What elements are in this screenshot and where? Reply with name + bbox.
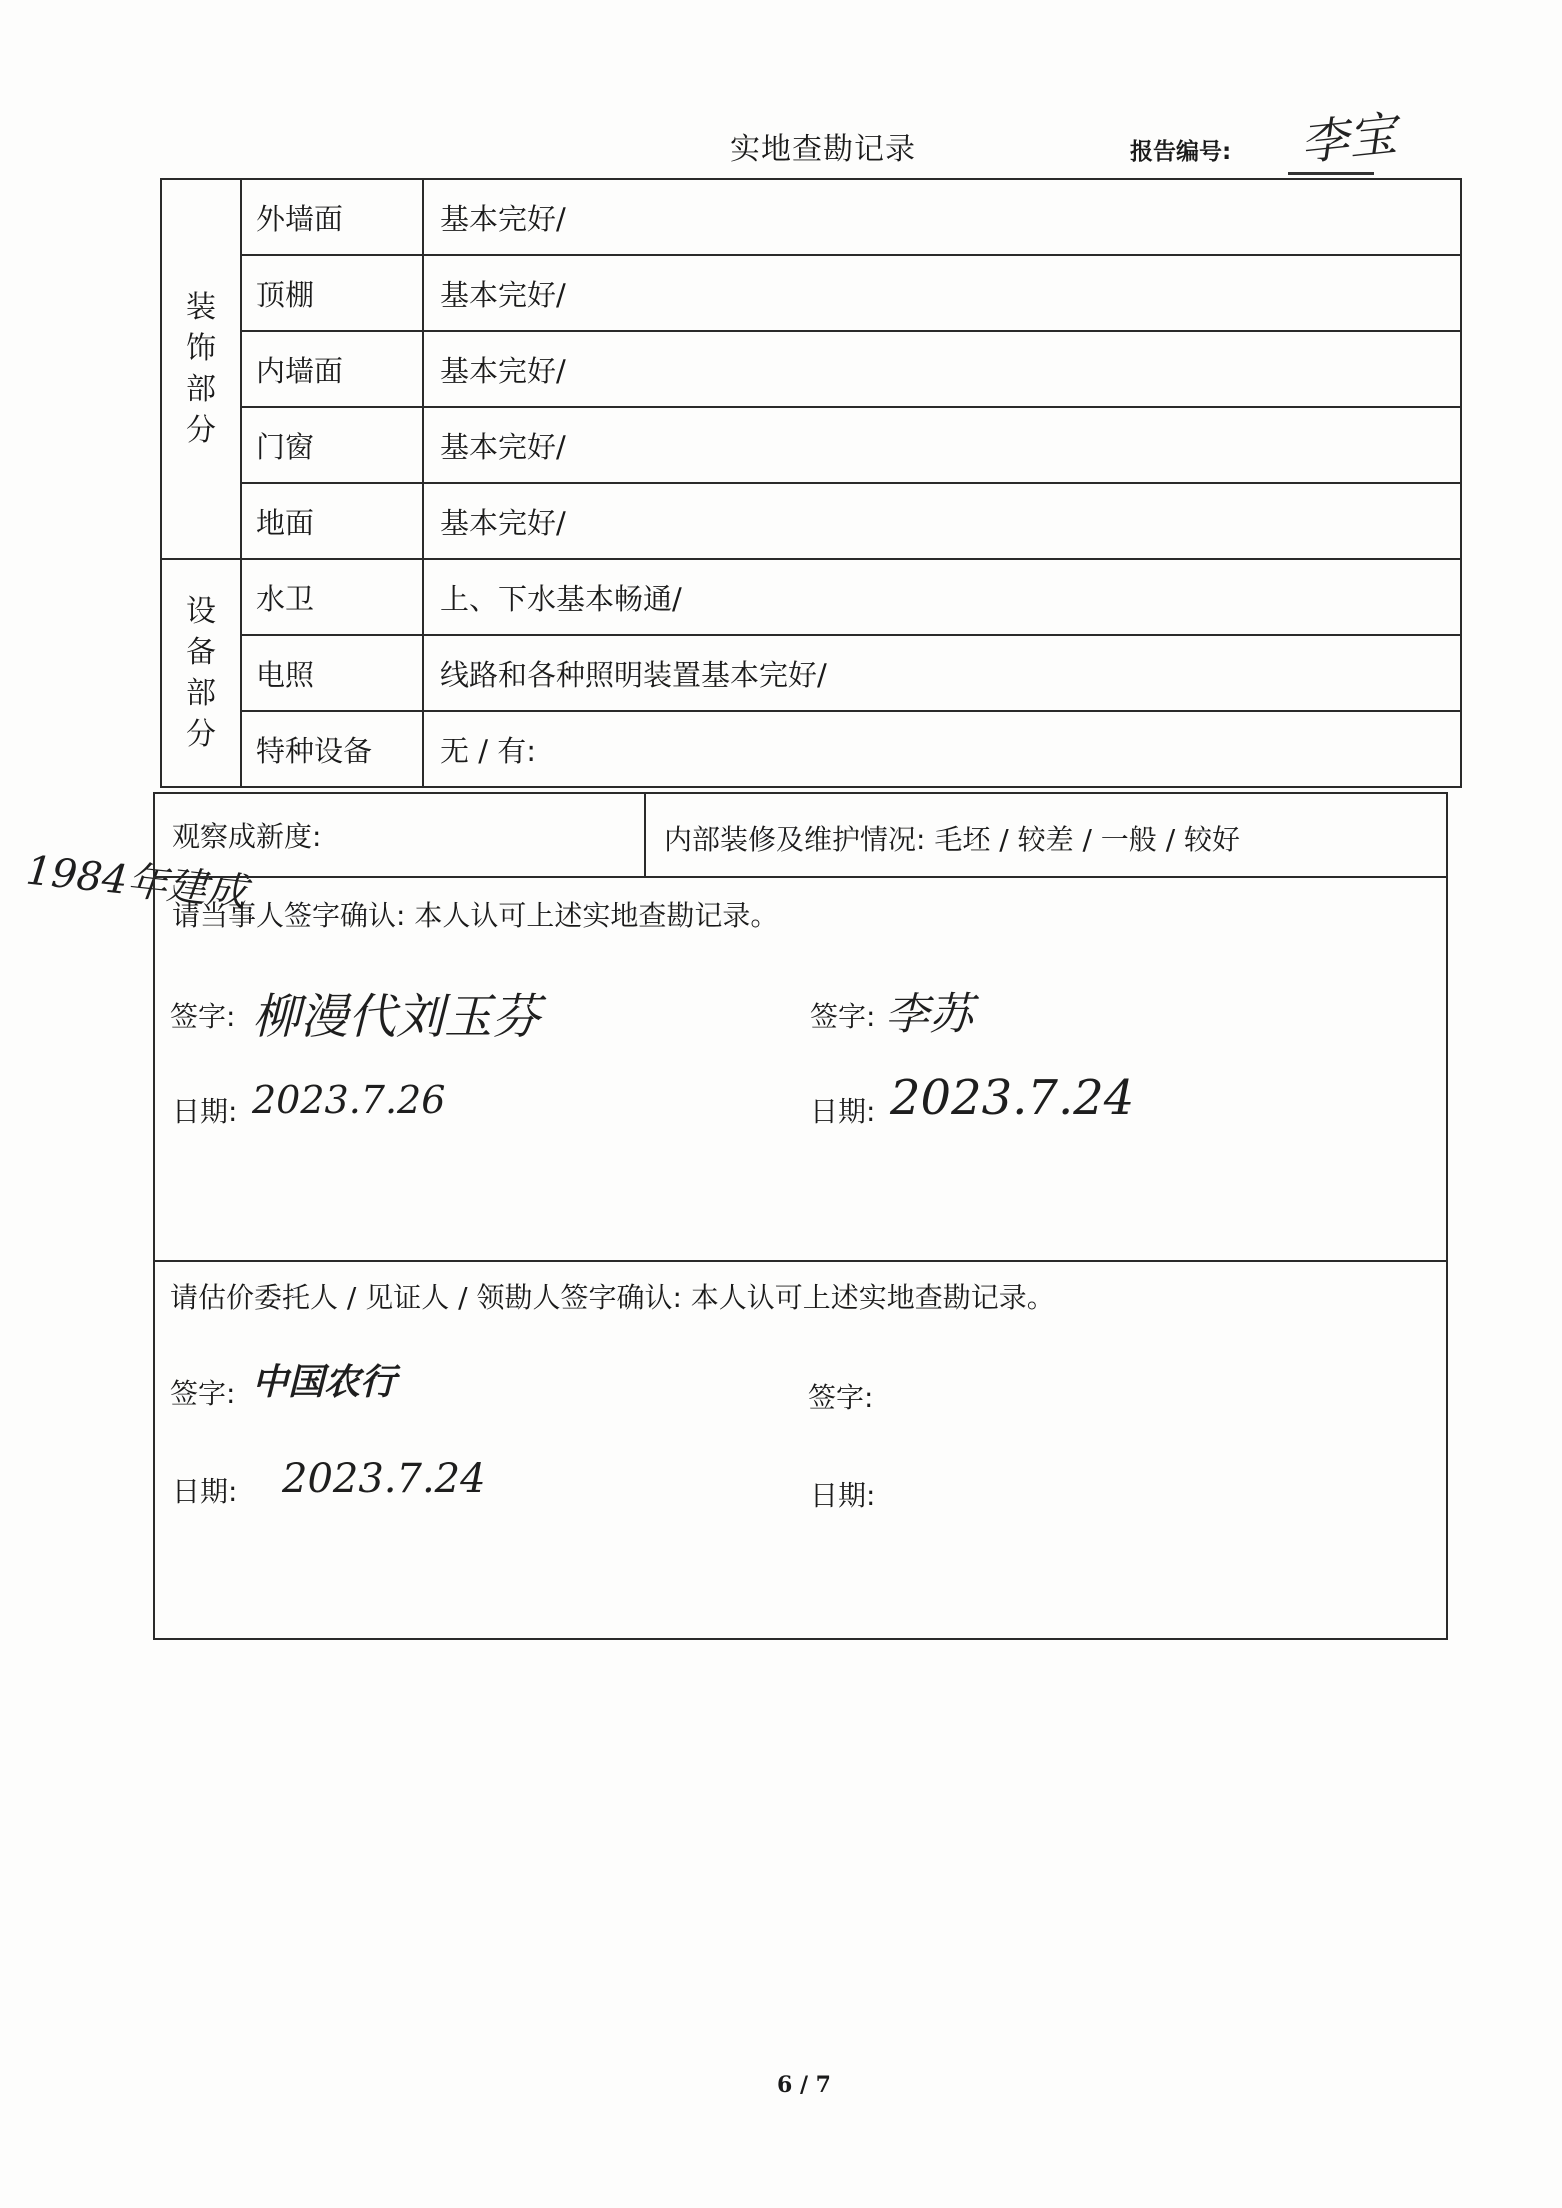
party-date-label-left: 日期: — [172, 1095, 238, 1128]
row-value: 线路和各种照明装置基本完好/ — [423, 635, 1461, 711]
row-value: 基本完好/ — [423, 331, 1461, 407]
client-date-label-right: 日期: — [810, 1479, 876, 1512]
client-confirm-section — [153, 1260, 1448, 1640]
party-sign-label-left: 签字: — [170, 1000, 236, 1033]
party-date-label-right: 日期: — [810, 1095, 876, 1128]
client-sign-label-right: 签字: — [808, 1381, 874, 1414]
equipment-group-label: 设备部分 — [186, 594, 216, 752]
table-row — [161, 711, 1461, 787]
party-signature-left: 柳漫代刘玉芬 — [252, 989, 541, 1045]
page-title: 实地查勘记录 — [730, 132, 916, 167]
party-signature-right: 李苏 — [885, 989, 973, 1040]
client-date-label-left: 日期: — [172, 1475, 238, 1508]
party-date-left: 2023.7.26 — [252, 1078, 446, 1122]
client-date-left: 2023.7.24 — [282, 1456, 486, 1502]
row-value: 基本完好/ — [423, 179, 1461, 255]
row-value: 基本完好/ — [423, 255, 1461, 331]
page-number: 6 / 7 — [777, 2072, 831, 2098]
table-row — [161, 331, 1461, 407]
client-sign-label-left: 签字: — [170, 1377, 236, 1410]
row-label: 水卫 — [241, 559, 423, 635]
party-confirm-prompt: 请当事人签字确认: 本人认可上述实地查勘记录。 — [172, 899, 779, 932]
decoration-group-label: 装饰部分 — [186, 290, 216, 448]
table-row — [161, 255, 1461, 331]
client-confirm-prompt: 请估价委托人 / 见证人 / 领勘人签字确认: 本人认可上述实地查勘记录。 — [170, 1281, 1055, 1314]
row-label: 地面 — [241, 483, 423, 559]
equipment-group-cell — [161, 559, 241, 787]
table-row — [161, 483, 1461, 559]
row-label: 特种设备 — [241, 711, 423, 787]
row-label: 内墙面 — [241, 331, 423, 407]
table-row — [161, 407, 1461, 483]
party-date-right: 2023.7.24 — [890, 1070, 1135, 1126]
decoration-group-cell — [161, 179, 241, 559]
interior-condition-label: 内部装修及维护情况: 毛坯 / 较差 / 一般 / 较好 — [664, 823, 1241, 856]
row-label: 门窗 — [241, 407, 423, 483]
row-value: 无 / 有: — [423, 711, 1461, 787]
party-sign-label-right: 签字: — [810, 1000, 876, 1033]
row-label: 电照 — [241, 635, 423, 711]
observed-newness-label: 观察成新度: — [172, 820, 322, 853]
row-label: 外墙面 — [241, 179, 423, 255]
table-row — [161, 635, 1461, 711]
row-value: 上、下水基本畅通/ — [423, 559, 1461, 635]
report-number-handwriting: 李宝 — [1297, 106, 1400, 172]
row-value: 基本完好/ — [423, 483, 1461, 559]
report-number-label: 报告编号: — [1130, 139, 1232, 165]
table-row — [161, 179, 1461, 255]
row-value: 基本完好/ — [423, 407, 1461, 483]
table-row — [161, 559, 1461, 635]
survey-table — [160, 178, 1462, 788]
report-number-underline — [1288, 172, 1374, 175]
client-signature-left: 中国农行 — [252, 1361, 397, 1403]
margin-handwritten-note: 1984年建成 — [23, 847, 250, 917]
row-label: 顶棚 — [241, 255, 423, 331]
